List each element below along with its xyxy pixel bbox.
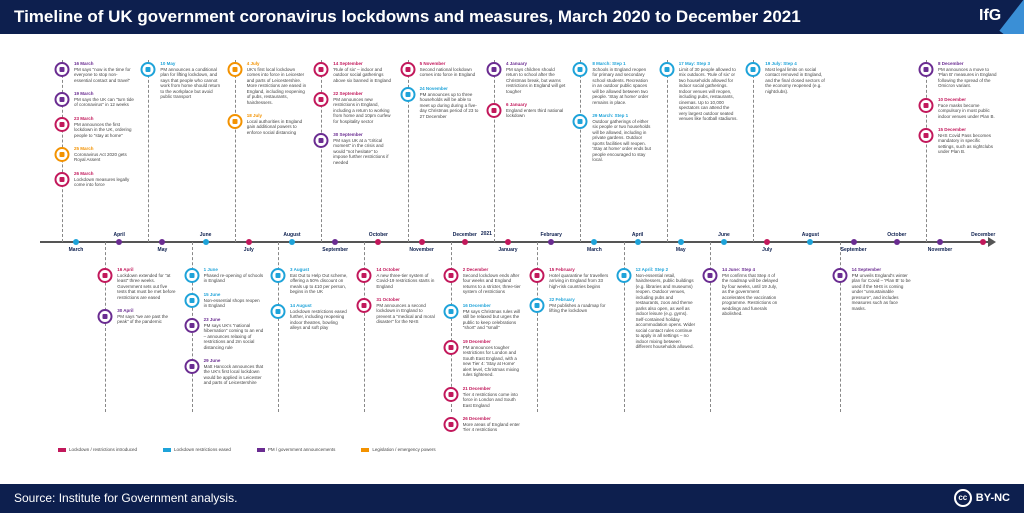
month-label: March	[587, 247, 602, 253]
month-label: September	[840, 247, 867, 253]
month-label: March	[68, 247, 84, 253]
event-purple-icon	[832, 268, 847, 283]
event-date: 16 March	[74, 61, 94, 66]
event-date: 14 September	[851, 267, 882, 272]
month-marker	[462, 239, 468, 245]
year-label: 2021	[480, 231, 492, 237]
timeline-event	[74, 116, 134, 142]
event-date: 22 February	[549, 297, 575, 302]
event-text: A new three-tier system of Covid-19 restrictions starts in England	[376, 272, 435, 289]
event-text: NHS Covid Pass becomes mandatory in specific settings, such as nightclubs under Plan B.	[938, 132, 994, 154]
event-date: 15 June	[203, 292, 221, 297]
event-text: PM says the UK can "turn tide of coronavirus" in 12 weeks	[74, 96, 134, 107]
timeline-event	[74, 146, 134, 167]
event-date: 30 April	[117, 308, 134, 313]
connector-line	[235, 60, 236, 242]
timeline-event	[463, 339, 523, 382]
timeline-event	[74, 61, 134, 87]
event-blue-icon	[271, 304, 286, 319]
month-marker	[851, 239, 857, 245]
connector-line	[580, 60, 581, 242]
event-red-icon	[443, 387, 458, 402]
cc-icon: cc	[954, 489, 972, 507]
timeline-event	[333, 91, 393, 128]
event-blue-icon	[184, 268, 199, 283]
event-date: 29 June	[203, 358, 221, 363]
event-text: PM says Christmas rules will still be relaxed but urges the public to keep celebrations "short" and "small"	[462, 308, 521, 330]
event-date: 25 March	[74, 146, 94, 151]
month-marker	[721, 239, 727, 245]
event-orange-icon	[55, 147, 70, 162]
event-red-icon	[357, 268, 372, 283]
legend-label: Lockdown / restrictions introduced	[69, 447, 138, 452]
event-text: PM announces a conditional plan for lifting lockdown, and says that people who cannot work from home should return to the workplace but avoid public transport	[160, 66, 221, 99]
event-date: 22 September	[333, 91, 363, 96]
month-marker	[591, 239, 597, 245]
timeline-event	[463, 267, 523, 299]
month-label: February	[540, 232, 562, 238]
event-red-icon	[919, 128, 934, 143]
timeline-event	[333, 61, 393, 87]
event-date: 26 March	[74, 171, 94, 176]
event-text: PM says "we are past the peak" of the pandemic	[117, 313, 169, 324]
event-text: Lockdown extended for "at least" three weeks. Government sets out five tests that must be met before restrictions are eased	[117, 272, 176, 300]
month-marker	[937, 239, 943, 245]
event-text: Local authorities in England gain additional powers to enforce social distancing	[246, 118, 303, 135]
event-text: PM announces tougher restrictions for London and South East England, with a new Tier 4: 'Stay at Home' alert level, Christmas mixing rules tightened.	[462, 344, 520, 377]
month-label: October	[368, 232, 388, 238]
event-text: Phased re-opening of schools in England	[203, 272, 264, 283]
timeline-event	[117, 308, 177, 329]
timeline-event	[463, 303, 523, 335]
month-label: December	[971, 232, 996, 238]
timeline-event	[74, 91, 134, 112]
timeline-event	[765, 61, 825, 98]
license-text: BY-NC	[975, 492, 1010, 504]
month-marker	[332, 239, 338, 245]
event-date: 4 July	[246, 61, 260, 66]
month-marker	[159, 239, 165, 245]
month-label: August	[283, 232, 301, 238]
event-text: Most legal limits on social contact removed in England, and the final closed sectors of the economy reopened (e.g. nightclubs).	[765, 66, 825, 94]
event-text: More areas of England enter Tier 4 restrictions	[462, 421, 520, 432]
legend-swatch	[58, 448, 66, 452]
event-date: 10 May	[160, 61, 176, 66]
event-date: 5 November	[419, 61, 446, 66]
event-date: 10 December	[938, 97, 967, 102]
event-red-icon	[314, 92, 329, 107]
event-text: PM announces up to three households will be able to meet up during during a five-day Christmas period of 23 to 27 December	[419, 91, 479, 119]
event-text: England enters third national lockdown	[506, 107, 564, 118]
event-date: 19 March	[74, 91, 94, 96]
event-date: 12 April: Step 2	[635, 267, 669, 272]
month-marker	[764, 239, 770, 245]
event-text: Second national lockdown comes into force in England	[419, 66, 476, 77]
month-label: December	[452, 232, 477, 238]
month-label: April	[113, 232, 125, 238]
timeline-event	[722, 267, 782, 321]
event-text: Schools in England reopen for primary and secondary school students. Recreation in an outdoor public spaces will be allowed between two people. 'Stay at home' order remains in place.	[592, 66, 649, 105]
month-label: June	[199, 232, 212, 238]
month-marker	[419, 239, 425, 245]
event-red-icon	[55, 172, 70, 187]
month-marker	[548, 239, 554, 245]
month-marker	[289, 239, 295, 245]
event-blue-icon	[530, 298, 545, 313]
event-text: 'Rule of six' – indoor and outdoor social gatherings above six banned in England	[333, 66, 391, 83]
event-date: 6 January	[506, 102, 528, 107]
event-purple-icon	[314, 133, 329, 148]
event-blue-icon	[616, 268, 631, 283]
month-label: July	[762, 247, 773, 253]
timeline-event	[160, 61, 220, 104]
timeline-axis	[40, 241, 990, 243]
legend-item	[163, 447, 231, 452]
timeline-event	[549, 267, 609, 293]
event-date: 3 August	[290, 267, 310, 272]
event-date: 23 June	[203, 317, 221, 322]
ifg-logo	[972, 0, 1024, 34]
event-blue-icon	[271, 268, 286, 283]
event-date: 29 March: Step 1	[592, 113, 629, 118]
event-date: 14 October	[376, 267, 400, 272]
timeline-event	[117, 267, 177, 304]
connector-line	[148, 60, 149, 242]
event-date: 19 July: Step 4	[765, 61, 797, 66]
event-date: 17 May: Step 3	[678, 61, 711, 66]
event-text: Second lockdown ends after four weeks and England returns to a stricter, three-tier system of restrictions	[462, 272, 521, 294]
timeline-event	[204, 292, 264, 313]
timeline-event	[290, 303, 350, 335]
timeline-event	[506, 61, 566, 98]
event-date: 31 October	[376, 297, 400, 302]
event-text: PM says "now is the time for everyone to stop non-essential contact and travel"	[74, 66, 131, 83]
event-text: Coronavirus Act 2020 gets Royal Assent	[74, 151, 127, 162]
timeline-event	[636, 267, 696, 354]
month-label: May	[675, 247, 686, 253]
logo-stripe	[999, 0, 1024, 34]
event-text: UK's first local lockdown comes into force in Leicester and parts of Leicestershire. More restrictions are eased in England, including reopening of pubs, restaurants, hairdressers.	[246, 66, 307, 105]
timeline-event	[463, 386, 523, 412]
event-blue-icon	[443, 304, 458, 319]
month-label: November	[927, 247, 953, 253]
month-label: January	[498, 247, 518, 253]
timeline-event	[463, 416, 523, 437]
event-blue-icon	[573, 62, 588, 77]
event-blue-icon	[659, 62, 674, 77]
legend-label: Legislation / emergency powers	[372, 447, 436, 452]
event-red-icon	[487, 103, 502, 118]
legend-label: PM / government announcements	[267, 447, 336, 452]
event-red-icon	[357, 298, 372, 313]
event-red-icon	[314, 62, 329, 77]
event-text: Limit of 30 people allowed to mix outdoors. 'Rule of six' or two households allowed for indoor social gatherings. Indoor venues will reopen, including pubs, restaurants, cinemas. Up to 10,000 spectators can attend the very largest outdoor seated venues like football stadiums.	[678, 66, 738, 121]
event-purple-icon	[55, 92, 70, 107]
legend-swatch	[163, 448, 171, 452]
event-text: PM announces new restrictions in England, including a return to working from home and 10pm curfew for hospitality sector	[333, 96, 391, 124]
connector-line	[667, 60, 668, 242]
page-title: Timeline of UK government coronavirus lockdowns and measures, March 2020 to December 2021	[14, 7, 801, 26]
legend-swatch	[257, 448, 265, 452]
event-date: 4 January	[506, 61, 528, 66]
event-text: Tier 4 restrictions come into force in London and South East England	[462, 391, 518, 408]
event-red-icon	[443, 268, 458, 283]
event-red-icon	[919, 98, 934, 113]
event-text: PM announces the first lockdown in the UK, ordering people to "stay at home"	[74, 121, 132, 138]
event-date: 26 December	[462, 416, 491, 421]
event-text: PM says children should return to school after the Christmas break, but warns restrictions in England will get tougher	[506, 66, 566, 94]
legend-swatch	[361, 448, 369, 452]
event-red-icon	[443, 340, 458, 355]
timeline-event	[506, 102, 566, 123]
timeline-event	[74, 171, 134, 192]
month-marker	[980, 239, 986, 245]
event-red-icon	[98, 268, 113, 283]
month-marker	[635, 239, 641, 245]
event-text: Hotel quarantine for travellers arriving in England from 33 high-risk countries begins	[549, 272, 609, 289]
month-marker	[246, 239, 252, 245]
event-date: 16 December	[462, 303, 491, 308]
connector-line	[494, 60, 495, 242]
license-badge	[954, 489, 1010, 507]
event-date: 19 December	[462, 339, 491, 344]
legend-item	[257, 447, 336, 452]
month-marker	[807, 239, 813, 245]
month-marker	[375, 239, 381, 245]
month-marker	[116, 239, 122, 245]
axis-arrow-icon	[988, 237, 996, 247]
legend-label: Lockdown restrictions eased	[174, 447, 231, 452]
month-marker	[894, 239, 900, 245]
month-label: May	[157, 247, 168, 253]
event-blue-icon	[141, 62, 156, 77]
event-text: Lockdown restrictions eased further, including reopening indoor theatres, bowling alleys and soft play	[290, 308, 347, 330]
event-date: 8 March: Step 1	[592, 61, 626, 66]
legend	[58, 447, 436, 452]
month-label: September	[322, 247, 349, 253]
event-date: 18 July	[246, 113, 263, 118]
event-date: 30 September	[333, 132, 363, 137]
event-text: PM says UK at a "critical moment" in the crisis and would "not hesitate" to impose further restrictions if needed	[333, 137, 389, 165]
event-date: 23 March	[74, 116, 94, 121]
event-orange-icon	[227, 62, 242, 77]
legend-item	[58, 447, 137, 452]
event-blue-icon	[184, 293, 199, 308]
event-red-icon	[530, 268, 545, 283]
event-date: 24 November	[419, 86, 448, 91]
event-date: 14 June: Step 4	[722, 267, 756, 272]
month-marker	[73, 239, 79, 245]
event-date: 15 February	[549, 267, 575, 272]
connector-line	[321, 60, 322, 242]
timeline-event	[247, 61, 307, 109]
month-marker	[203, 239, 209, 245]
event-text: PM announces a move to 'Plan B' measures in England following the spread of the Omicron variant.	[938, 66, 997, 88]
event-purple-icon	[55, 62, 70, 77]
event-text: PM says UK's "national hibernation" coming to an end – announces relaxing of restrictions and 2m social distancing rule	[203, 322, 264, 350]
connector-line	[926, 60, 927, 242]
event-purple-icon	[703, 268, 718, 283]
legend-item	[361, 447, 435, 452]
month-label: November	[409, 247, 434, 253]
timeline-event	[333, 132, 393, 169]
month-label: October	[887, 232, 907, 238]
month-label: August	[801, 232, 820, 238]
event-text: PM unveils England's winter plan for Covid – 'Plan B' to be used if the NHS is coming under "unsustainable pressure", and includes measures such as face masks.	[851, 272, 911, 311]
event-red-icon	[55, 117, 70, 132]
source-note: Source: Institute for Government analysis.	[14, 491, 238, 505]
timeline-event	[204, 358, 264, 390]
event-text: Face masks become compulsory in most public indoor venues under Plan B.	[938, 102, 995, 119]
event-purple-icon	[487, 62, 502, 77]
month-marker	[505, 239, 511, 245]
event-red-icon	[400, 62, 415, 77]
event-blue-icon	[400, 87, 415, 102]
timeline-event	[938, 127, 998, 159]
event-text: Non-essential shops reopen in England	[203, 297, 260, 308]
connector-line	[753, 60, 754, 242]
event-date: 15 December	[938, 127, 967, 132]
event-text: Lockdown measures legally come into force	[74, 176, 130, 187]
timeline-event	[938, 61, 998, 93]
event-text: Eat Out to Help Out scheme, offering a 50% discount on meals up to £10 per person, begins in the UK	[290, 272, 348, 294]
timeline-event	[204, 317, 264, 354]
timeline-event	[679, 61, 739, 126]
timeline-event	[376, 267, 436, 293]
timeline-event	[247, 113, 307, 139]
month-marker	[678, 239, 684, 245]
timeline-event	[376, 297, 436, 329]
event-date: 14 September	[333, 61, 363, 66]
timeline-event	[592, 61, 652, 109]
timeline-event	[204, 267, 264, 288]
logo-text: IfG	[979, 7, 1002, 24]
event-text: PM announces a second lockdown in England to prevent a "medical and moral disaster" for the NHS	[376, 302, 435, 324]
event-purple-icon	[184, 318, 199, 333]
timeline-event	[420, 61, 480, 82]
event-purple-icon	[98, 309, 113, 324]
event-date: 16 April	[117, 267, 134, 272]
event-red-icon	[443, 417, 458, 432]
timeline-event	[420, 86, 480, 123]
month-label: April	[631, 232, 644, 238]
event-blue-icon	[573, 114, 588, 129]
event-blue-icon	[746, 62, 761, 77]
event-date: 21 December	[462, 386, 491, 391]
event-text: Non-essential retail, hairdressers, public buildings (e.g. libraries and museums) reopen. Outdoor venues, including pubs and restaurants, zoos and theme parks also open, as well as indoor leisure (e.g. gyms). Self-contained holiday accommodation opens. Wider social contact rules continue to apply in all settings – no indoor mixing between different households allowed.	[635, 272, 696, 349]
timeline-event	[938, 97, 998, 123]
timeline-event	[290, 267, 350, 299]
timeline-event	[592, 113, 652, 167]
event-purple-icon	[919, 62, 934, 77]
timeline-event	[549, 297, 609, 318]
event-date: 1 June	[203, 267, 218, 272]
event-date: 2 December	[462, 267, 489, 272]
event-date: 14 August	[290, 303, 312, 308]
month-label: June	[718, 232, 730, 238]
timeline-event	[852, 267, 912, 315]
event-date: 8 December	[938, 61, 964, 66]
event-orange-icon	[227, 114, 242, 129]
month-label: July	[243, 247, 254, 253]
header-bar	[0, 0, 1024, 34]
event-text: Matt Hancock announces that the UK's first local lockdown would be applied in Leicester and parts of Leicestershire	[203, 363, 264, 385]
event-text: PM confirms that Step 4 of the roadmap will be delayed by four weeks, until 19 July, as the government accelerates the vaccination programme. Restrictions on weddings and funerals abolished.	[722, 272, 779, 316]
footer-bar	[0, 484, 1024, 513]
event-text: Outdoor gatherings of either six people or two households will be allowed, including in private gardens. Outdoor sports facilities will reopen. 'Stay at home' order ends but people encouraged to stay local.	[592, 118, 651, 162]
event-text: PM publishes a roadmap for lifting the lockdown	[549, 302, 606, 313]
event-purple-icon	[184, 359, 199, 374]
